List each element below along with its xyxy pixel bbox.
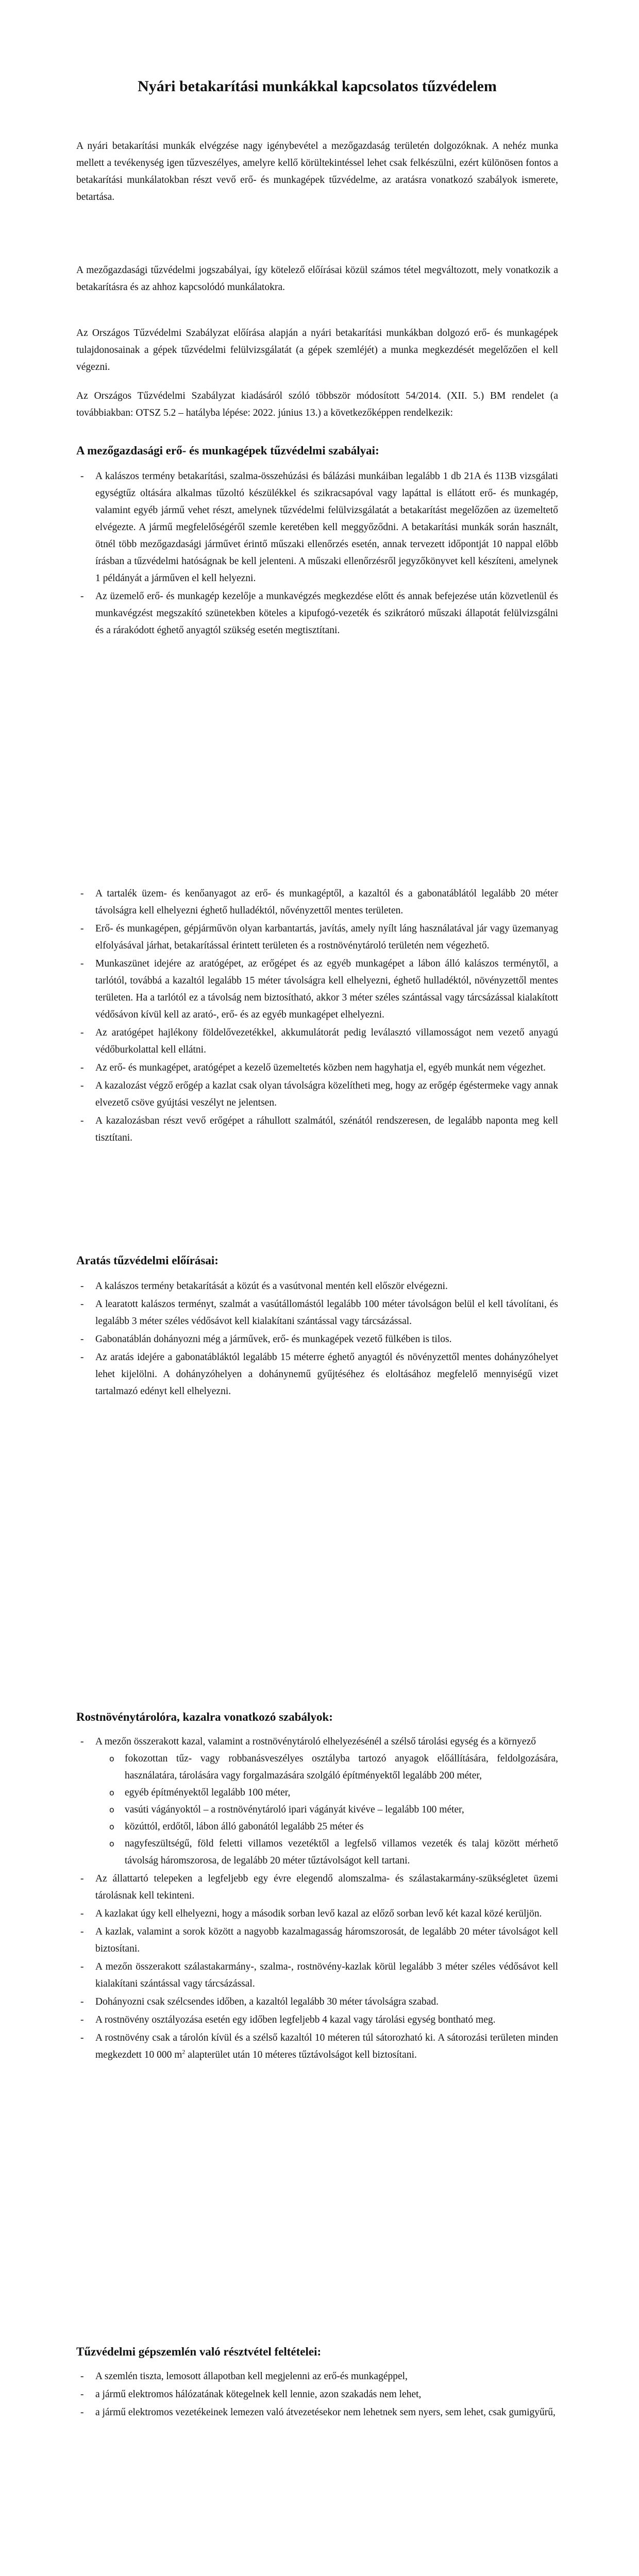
list-item bbox=[76, 2029, 558, 2063]
list-item: - a jármű elektromos vezetékeinek lemezen való átvezetésekor nem lehetnek sem nyers, sem lehet, csak gumigyűrű, bbox=[76, 2404, 558, 2421]
section-storage bbox=[76, 1708, 558, 2064]
intro-paragraph-3 bbox=[76, 325, 558, 376]
list-item: - Az aratás idejére a gabonatábláktól legalább 15 méterre éghető anyagtól és növényzettől mentes dohányzóhelyet lehet kijelölni. A dohányzóhelyen a dohánynemű gyűjtéséhez és eloltásához megfelelő mennyiségű vizet tartalmazó edényt kell elhelyezni. bbox=[76, 1349, 558, 1400]
sub-list-item: o közúttól, erdőtől, lábon álló gabonától legalább 25 méter és bbox=[109, 1818, 558, 1835]
list-item-text: alapterület után 10 méteres tűztávolságot kell biztosítani. bbox=[188, 2049, 417, 2060]
intro-text: A mezőgazdasági tűzvédelmi jogszabályai, így kötelező előírásai közül számos tétel megváltozott, mely vonatkozik a betakarításra és az ahhoz kapcsolódó munkálatokra. bbox=[76, 265, 558, 293]
sub-list-item: o egyéb építményektől legalább 100 méter, bbox=[109, 1784, 558, 1801]
list-item: - Az üzemelő erő- és munkagép kezelője a munkavégzés megkezdése előtt és annak befejezése után közvetlenül és munkavégzést megszakító szünetekben köteles a kipufogó-vezeték és szikrátoró műszaki állapotát felülvizsgálni és a rárakódott éghető anyagtól szükség esetén megtisztítani. bbox=[76, 588, 558, 639]
list-item: - A rostnövény osztályozása esetén egy időben legfeljebb 4 kazal vagy tárolási egység bontható meg. bbox=[76, 2011, 558, 2028]
rule-list bbox=[76, 885, 558, 1146]
list-item-text: A mezőn összerakott kazal, valamint a rostnövénytároló elhelyezésénél a szélső tárolási egység és a környező bbox=[95, 1736, 536, 1747]
page-title: Nyári betakarítási munkákkal kapcsolatos tűzvédelem bbox=[138, 78, 497, 95]
distance-sublist bbox=[95, 1750, 558, 1869]
section-heading: Rostnövénytárolóra, kazalra vonatkozó szabályok: bbox=[76, 1710, 333, 1723]
rule-list bbox=[76, 1278, 558, 1400]
list-item: - A kazlak, valamint a sorok között a nagyobb kazalmagasság háromszorosát, de legalább 20 méter távolságot kell biztosítani. bbox=[76, 1923, 558, 1957]
list-item bbox=[76, 1733, 558, 1869]
list-item: - Gabonatáblán dohányozni még a járművek, erő- és munkagépek vezető fülkében is tilos. bbox=[76, 1331, 558, 1348]
title-block bbox=[76, 76, 558, 97]
superscript: 2 bbox=[182, 2048, 186, 2056]
intro-paragraph-4 bbox=[76, 387, 558, 421]
list-item: - a jármű elektromos hálózatának kötegelnek kell lennie, azon szakadás nem lehet, bbox=[76, 2386, 558, 2403]
list-item: - Munkaszünet idejére az aratógépet, az erőgépet és az egyéb munkagépet a lábon álló kalászos terménytől, a tarlótól, továbbá a kazaltól legalább 15 méter távolságra kell elhelyezni, éghető hulladéktól, növényzettől mentes területen. Ha a tarlótól ez a távolság nem biztosítható, akkor 3 méter széles szántással vagy tárcsázással kialakított védősávon kívül kell az arató-, erő- és az egyéb munkagépet elhelyezni. bbox=[76, 955, 558, 1023]
list-item: - Az erő- és munkagépet, aratógépet a kezelő üzemeltetés közben nem hagyhatja el, egyéb munkát nem végezhet. bbox=[76, 1059, 558, 1076]
list-item: - A szemlén tiszta, lemosott állapotban kell megjelenni az erő-és munkagéppel, bbox=[76, 2368, 558, 2385]
rule-list bbox=[76, 468, 558, 639]
list-item: - A kalászos termény betakarítási, szalma-összehúzási és bálázási munkáiban legalább 1 db 21A és 113B vizsgálati egységtűz oltására alkalmas tűzoltó készülékkel és szikracsapóval vagy lapáttal is ellátott erő- és munkagép, valamint egyéb jármű vehet részt, amelynek tűzvédelmi felülvizsgálatát a betakarítást megelőzően az üzemeltető elvégezte. A jármű megfelelőségéről szemle keretében kell meggyőződni. A betakarítási munkák során használt, ötnél több mezőgazdasági járművet érintő műszaki ellenőrzés esetén, annak tervezett időpontját 10 nappal előbb írásban a tűzvédelmi hatóságnak be kell jelenteni. A műszaki ellenőrzésről jegyzőkönyvet kell készíteni, amelynek 1 példányát a járműven el kell helyezni. bbox=[76, 468, 558, 587]
section-heading: Tűzvédelmi gépszemlén való résztvétel feltételei: bbox=[76, 2345, 322, 2358]
sub-list-item: o fokozottan tűz- vagy robbanásveszélyes osztályba tartozó anyagok előállítására, feldolgozására, használatára, tárolására vagy forgalmazására szolgáló építményektől legalább 200 méter, bbox=[109, 1750, 558, 1784]
rule-list bbox=[76, 1733, 558, 2063]
section-machines-cont bbox=[76, 885, 558, 1147]
list-item: - A learatott kalászos terményt, szalmát a vasútállomástól legalább 100 méter távolságon belül el kell távolítani, és legalább 3 méter széles védősávot kell kialakítani szántással vagy tárcsázással. bbox=[76, 1296, 558, 1330]
list-item: - Az állattartó telepeken a legfeljebb egy évre elegendő alomszalma- és szálastakarmány-szükségletet üzemi tárolásnak kell tekinteni. bbox=[76, 1870, 558, 1904]
list-item: - A kazalozást végző erőgép a kazlat csak olyan távolságra közelítheti meg, hogy az erőgép égéstermeke vagy annak elvezető csöve gyújtási veszélyt ne jelentsen. bbox=[76, 1077, 558, 1111]
list-item: - A kalászos termény betakarítását a közút és a vasútvonal mentén kell először elvégezni. bbox=[76, 1278, 558, 1295]
section-heading: A mezőgazdasági erő- és munkagépek tűzvédelmi szabályai: bbox=[76, 444, 379, 457]
sub-list-item: o nagyfeszültségű, föld feletti villamos vezetéktől a legfelső villamos vezeték és talaj között mérhető távolság háromszorosa, de legalább 20 méter tűztávolságot kell tartani. bbox=[109, 1835, 558, 1869]
list-item: - Erő- és munkagépen, gépjárművön olyan karbantartás, javítás, amely nyílt láng használatával jár vagy üzemanyag elfolyásával járhat, betakarítással érintett területen és a rostnövénytároló területén nem végezhető. bbox=[76, 920, 558, 954]
list-item: - Dohányozni csak szélcsendes időben, a kazaltól legalább 30 méter távolságra szabad. bbox=[76, 1993, 558, 2010]
rule-list bbox=[76, 2368, 558, 2421]
list-item: - Az aratógépet hajlékony földelővezetékkel, akkumulátorát pedig leválasztó villamosságot nem vezető anyagú védőburkolattal kell ellátni. bbox=[76, 1024, 558, 1058]
intro-paragraph-2 bbox=[76, 262, 558, 296]
intro-text: A nyári betakarítási munkák elvégzése nagy igénybevétel a mezőgazdaság területén dolgozóknak. A nehéz munka mellett a tevékenység igen tűzveszélyes, amelyre kellő körültekintéssel lehet csak felkészülni, ezért különösen fontos a betakarítási munkálatokban részt vevő erő- és munkagépek tűzvédelme, az aratásra vonatkozó szabályok ismerete, betartása. bbox=[76, 141, 558, 202]
list-item: - A mezőn összerakott szálastakarmány-, szalma-, rostnövény-kazlak körül legalább 3 méter széles védősávot kell kialakítani szántással vagy tárcsázással. bbox=[76, 1958, 558, 1992]
section-inspection bbox=[76, 2343, 558, 2422]
intro-text: Az Országos Tűzvédelmi Szabályzat kiadásáról szóló többször módosított 54/2014. (XII. 5.) BM rendelet (a továbbiakban: OTSZ 5.2 – hatályba lépése: 2022. június 13.) a következőképpen rendelkezik: bbox=[76, 391, 558, 418]
list-item-text: A rostnövény csak a tárolón kívül és a szélső kazaltól 10 méteren túl sátorozható ki. A sátorozási területen minden megkezdett 10 000 m bbox=[95, 2032, 558, 2060]
intro-text: Az Országos Tűzvédelmi Szabályzat előírása alapján a nyári betakarítási munkákban dolgozó erő- és munkagépek tulajdonosainak a gépek tűzvédelmi felülvizsgálatát (a gépek szemléjét) a munka megkezdését megelőzően el kell végezni. bbox=[76, 328, 558, 372]
section-heading: Aratás tűzvédelmi előírásai: bbox=[76, 1254, 218, 1267]
sub-list-item: o vasúti vágányoktól – a rostnövénytároló ipari vágányát kivéve – legalább 100 méter, bbox=[109, 1801, 558, 1818]
list-item: - A kazlakat úgy kell elhelyezni, hogy a második sorban levő kazal az előző sorban levő két kazal közé kerüljön. bbox=[76, 1905, 558, 1922]
intro-paragraph-1 bbox=[76, 138, 558, 206]
section-harvest bbox=[76, 1252, 558, 1401]
list-item: - A kazalozásban részt vevő erőgépet a ráhullott szalmától, szénától rendszeresen, de legalább naponta meg kell tisztítani. bbox=[76, 1112, 558, 1146]
list-item: - A tartalék üzem- és kenőanyagot az erő- és munkagéptől, a kazaltól és a gabonatáblától legalább 20 méter távolságra kell elhelyezni éghető hulladéktól, nővényzettől mentes területen. bbox=[76, 885, 558, 919]
section-machines bbox=[76, 442, 558, 640]
